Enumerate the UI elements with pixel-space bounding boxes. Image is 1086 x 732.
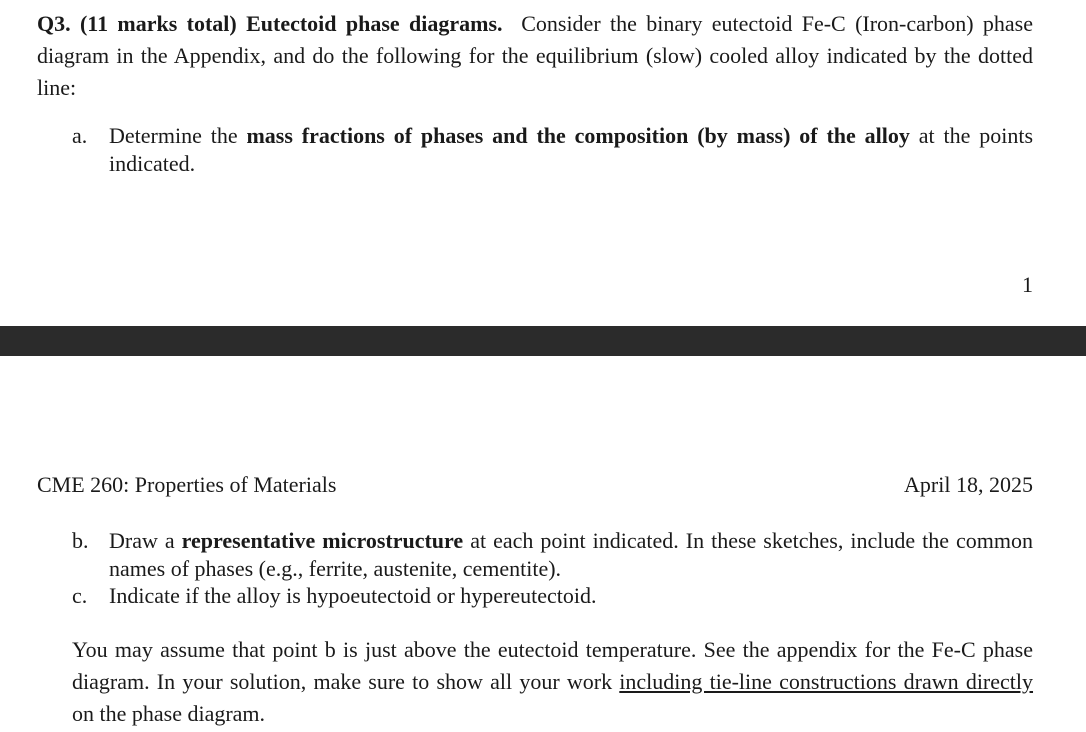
part-a-marker: a. bbox=[72, 123, 88, 148]
part-b-bold: representative microstructure bbox=[181, 528, 464, 553]
question-title: Eutectoid phase diagrams. bbox=[246, 11, 503, 36]
part-b-marker: b. bbox=[72, 528, 89, 553]
part-a-text-before: Determine the bbox=[109, 123, 238, 148]
part-c-marker: c. bbox=[72, 583, 88, 608]
header-course: CME 260: Properties of Materials bbox=[37, 472, 337, 497]
question-intro-text: Consider the binary eutectoid Fe-C (Iron-carbon) phase diagram in the Appendix, and do the following for the equilibrium (slow) cooled alloy indicated by the dotted line: bbox=[37, 11, 1033, 100]
part-c bbox=[72, 582, 1033, 610]
header-date: April 18, 2025 bbox=[904, 472, 1033, 497]
page-1-bottom bbox=[0, 0, 1086, 326]
page-2-top bbox=[0, 356, 1086, 732]
part-a-body bbox=[109, 122, 1033, 178]
part-b-text-after: at each point indicated. In these sketches, include the common names of phases (e.g., ferrite, austenite, cementite). bbox=[109, 528, 1033, 581]
question-intro bbox=[37, 8, 1033, 104]
part-c-text: Indicate if the alloy is hypoeutectoid or hypereutectoid. bbox=[109, 583, 597, 608]
part-b-body bbox=[109, 527, 1033, 583]
page-number: 1 bbox=[1022, 272, 1033, 297]
part-a-text-after: at the points indicated. bbox=[109, 123, 1034, 176]
part-a bbox=[72, 122, 1033, 178]
note-text-after: on the phase diagram. bbox=[72, 701, 266, 726]
question-number: Q3. bbox=[37, 11, 71, 36]
note-text-before: You may assume that point b is just above the eutectoid temperature. See the appendix for the Fe-C phase diagram. In your solution, make sure to show all your work bbox=[72, 637, 1033, 694]
assumption-note bbox=[72, 634, 1033, 730]
question-marks: (11 marks total) bbox=[79, 11, 237, 36]
part-a-bold: mass fractions of phases and the composition (by mass) of the alloy bbox=[246, 123, 910, 148]
part-b bbox=[72, 527, 1033, 583]
part-b-text-before: Draw a bbox=[109, 528, 175, 553]
note-underlined: including tie-line constructions drawn directly bbox=[619, 669, 1034, 694]
page-separator bbox=[0, 326, 1086, 356]
